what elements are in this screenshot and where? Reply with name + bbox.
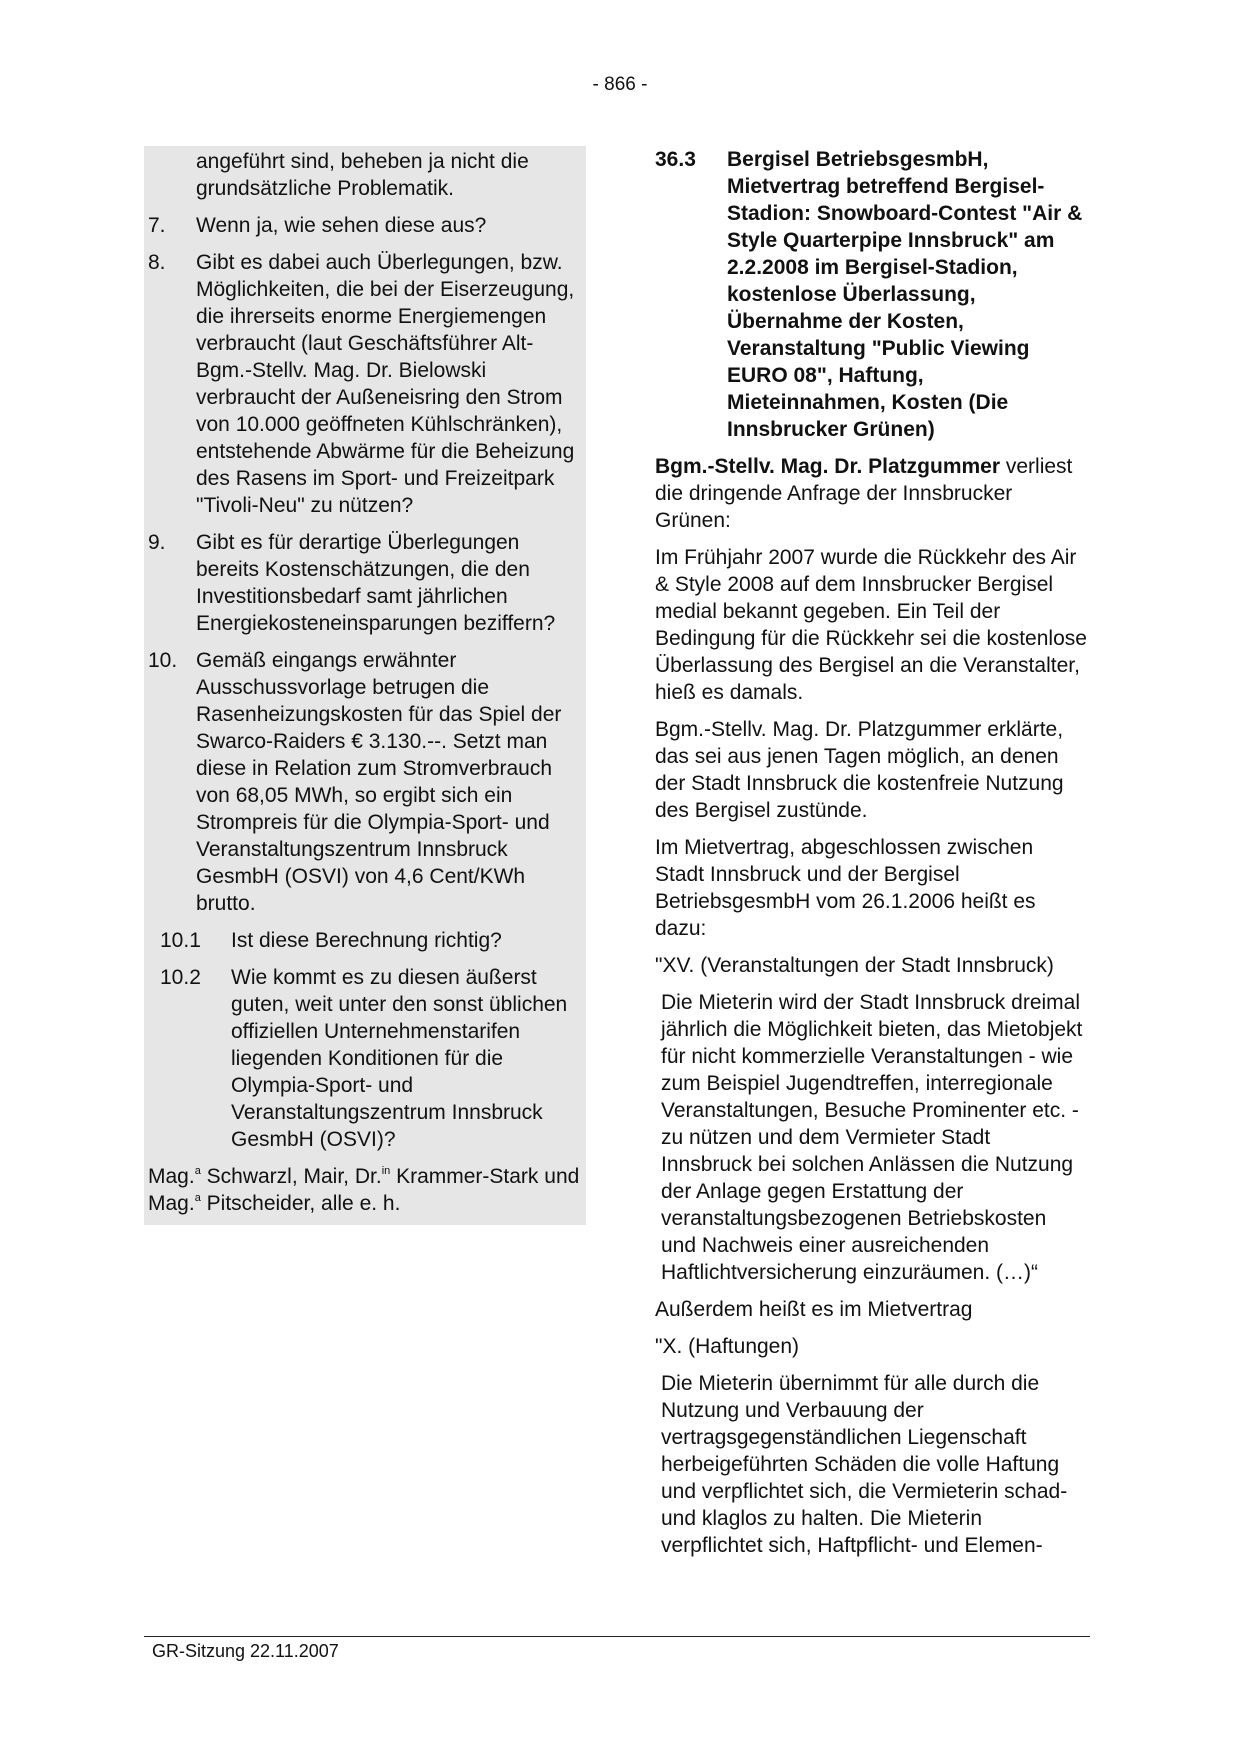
left-column xyxy=(144,146,586,1225)
item-number: 8. xyxy=(148,251,166,274)
paragraph: Im Mietvertrag, abgeschlossen zwischen Stadt Innsbruck und der Bergisel BetriebsgesmbH vom 26.1.2006 heißt es dazu: xyxy=(655,836,1036,940)
item-text: Wenn ja, wie sehen diese aus? xyxy=(196,214,487,237)
paragraph: Im Frühjahr 2007 wurde die Rückkehr des Air & Style 2008 auf dem Innsbrucker Bergisel medial bekannt gegeben. Ein Teil der Bedingung für die Rückkehr sei die kostenlose Überlassung des Bergisel an die Veranstalter, hieß es damals. xyxy=(655,546,1087,704)
list-item xyxy=(148,647,586,917)
list-item xyxy=(148,249,586,519)
section-title: Bergisel BetriebsgesmbH, Mietvertrag betreffend Bergisel-Stadion: Snowboard-Contest "Air & Style Quarterpipe Innsbruck" am 2.2.2008 im Bergisel-Stadion, kostenlose Überlassung, Übernahme der Kosten, Veranstaltung "Public Viewing EURO 08", Haftung, Mieteinnahmen, Kosten (Die Innsbrucker Grünen) xyxy=(727,148,1083,441)
signatories: Mag.$^a$ Schwarzl, Mair, Dr.$^{in}$ Krammer-Stark und Mag.$^a$ Pitscheider, alle e. h. xyxy=(148,1165,580,1215)
sub-list-item xyxy=(148,927,586,954)
speaker-paragraph xyxy=(655,453,1087,534)
subitem-number: 10.1 xyxy=(160,929,201,952)
section-heading xyxy=(655,146,1087,443)
quote-title: "XV. (Veranstaltungen der Stadt Innsbruck) xyxy=(655,954,1054,977)
right-column xyxy=(655,146,1087,1569)
subitem-text: Ist diese Berechnung richtig? xyxy=(231,929,502,952)
speaker-name: Bgm.-Stellv. Mag. Dr. Platzgummer xyxy=(655,455,1001,478)
paragraph: Außerdem heißt es im Mietvertrag xyxy=(655,1298,973,1321)
subitem-text: Wie kommt es zu diesen äußerst guten, weit unter den sonst üblichen offiziellen Unternehmenstarifen liegenden Konditionen für die Olympia-Sport- und Veranstaltungszentrum Innsbruck GesmbH (OSVI)? xyxy=(231,966,568,1151)
item-number: 7. xyxy=(148,214,166,237)
section-number: 36.3 xyxy=(655,148,696,171)
list-item xyxy=(148,529,586,637)
footer-text: GR-Sitzung 22.11.2007 xyxy=(152,1641,339,1661)
item-text: Gibt es dabei auch Überlegungen, bzw. Möglichkeiten, die bei der Eiserzeugung, die ihrerseits enorme Energiemengen verbraucht (laut Geschäftsführer Alt-Bgm.-Stellv. Mag. Dr. Bielowski verbraucht der Außeneisring den Strom von 10.000 geöffneten Kühlschränken), entstehende Abwärme für die Beheizung des Rasens im Sport- und Freizeitpark "Tivoli-Neu" zu nützen? xyxy=(196,251,575,517)
item-number: 9. xyxy=(148,531,166,554)
quote-title: "X. (Haftungen) xyxy=(655,1335,800,1358)
sub-list-item xyxy=(148,964,586,1153)
quote-body: Die Mieterin wird der Stadt Innsbruck dreimal jährlich die Möglichkeit bieten, das Mietobjekt für nicht kommerzielle Veranstaltungen - wie zum Beispiel Jugendtreffen, interregionale Veranstaltungen, Besuche Prominenter etc. - zu nützen und dem Vermieter Stadt Innsbruck bei solchen Anlässen die Nutzung der Anlage gegen Erstattung der veranstaltungsbezogenen Betriebskosten und Nachweis einer ausreichenden Haftlichtversicherung einzuräumen. (…)“ xyxy=(661,991,1083,1284)
page-number: - 866 - xyxy=(592,74,648,95)
paragraph: Bgm.-Stellv. Mag. Dr. Platzgummer erklärte, das sei aus jenen Tagen möglich, an denen der Stadt Innsbruck die kostenfreie Nutzung des Bergisel zustünde. xyxy=(655,718,1064,822)
subitem-number: 10.2 xyxy=(160,966,201,989)
item-text: Gemäß eingangs erwähnter Ausschussvorlage betrugen die Rasenheizungskosten für das Spiel der Swarco-Raiders € 3.130.--. Setzt man diese in Relation zum Stromverbrauch von 68,05 MWh, so ergibt sich ein Strompreis für die Olympia-Sport- und Veranstaltungszentrum Innsbruck GesmbH (OSVI) von 4,6 Cent/KWh brutto. xyxy=(196,649,562,915)
item-number: 10. xyxy=(148,649,178,672)
footer-divider xyxy=(144,1636,1090,1637)
list-item xyxy=(148,212,586,239)
item-text: Gibt es für derartige Überlegungen bereits Kostenschätzungen, die den Investitionsbedarf samt jährlichen Energiekosteneinsparungen beziffern? xyxy=(196,531,556,635)
quote-body: Die Mieterin übernimmt für alle durch die Nutzung und Verbauung der vertragsgegenständlichen Liegenschaft herbeigeführten Schäden die volle Haftung und verpflichtet sich, die Vermieterin schad- und klaglos zu halten. Die Mieterin verpflichtet sich, Haftpflicht- und Elemen- xyxy=(661,1372,1068,1557)
continuation-text: angeführt sind, beheben ja nicht die grundsätzliche Problematik. xyxy=(196,150,529,200)
speaker-text: verliest die dringende Anfrage der Innsbrucker Grünen: xyxy=(655,455,1073,532)
